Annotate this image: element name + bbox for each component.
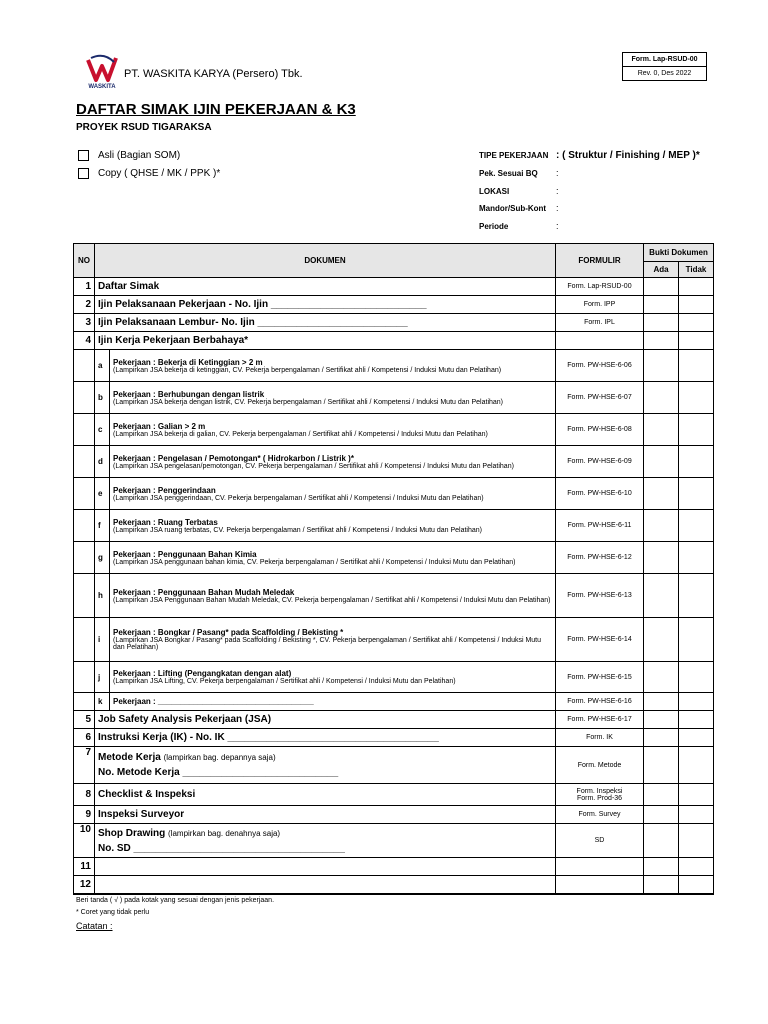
info-label: Mandor/Sub-Kont <box>479 204 547 213</box>
info-label: Pek. Sesuai BQ <box>479 169 538 178</box>
info-value: : <box>556 186 559 196</box>
sub-letter: c <box>95 414 110 446</box>
form-code-cell: Form. PW-HSE-6-06 <box>556 350 644 382</box>
project-name: PROYEK RSUD TIGARAKSA <box>76 122 212 133</box>
table-subrow <box>74 382 714 414</box>
table-row <box>74 296 714 314</box>
form-code-cell: Form. Lap-RSUD-00 <box>556 278 644 296</box>
row-number: 11 <box>74 858 95 876</box>
ada-checkbox-cell[interactable] <box>644 858 679 876</box>
document-name: Job Safety Analysis Pekerjaan (JSA) <box>95 711 556 729</box>
sub-description: (Lampirkan JSA penggunaan bahan kimia, CV. Pekerja berpengalaman / Sertifikat ahli / Kompetensi / Induksi Mutu dan Pelatihan) <box>113 558 516 566</box>
ada-checkbox-cell[interactable] <box>644 729 679 747</box>
form-code-cell: Form. PW-HSE-6-16 <box>556 693 644 711</box>
copy-option-original[interactable] <box>78 150 180 161</box>
sub-title: Pekerjaan : Galian > 2 m <box>113 421 206 431</box>
sub-letter: d <box>95 446 110 478</box>
ada-checkbox-cell[interactable] <box>644 278 679 296</box>
row-number: 1 <box>74 278 95 296</box>
sub-description: (Lampirkan JSA bekerja di ketinggian, CV. Pekerja berpengalaman / Sertifikat ahli / Kompetensi / Induksi Mutu dan Pelatihan) <box>113 366 502 374</box>
document-name: Ijin Pelaksanaan Lembur- No. Ijin ___________________________ <box>95 314 556 332</box>
ada-checkbox-cell[interactable] <box>644 542 679 574</box>
ada-checkbox-cell[interactable] <box>644 478 679 510</box>
tidak-checkbox-cell[interactable] <box>679 510 714 542</box>
form-code-cell <box>556 332 644 350</box>
form-code-cell: Form. PW-HSE-6-11 <box>556 510 644 542</box>
document-name: Checklist & Inspeksi <box>95 784 556 806</box>
sub-letter: j <box>95 662 110 693</box>
document-name: Shop Drawing <box>98 827 166 839</box>
info-label: LOKASI <box>479 187 510 196</box>
ada-checkbox-cell[interactable] <box>644 693 679 711</box>
sub-letter: b <box>95 382 110 414</box>
form-code-cell: Form. PW-HSE-6-13 <box>556 574 644 618</box>
tidak-checkbox-cell[interactable] <box>679 784 714 806</box>
info-value: : <box>556 168 559 178</box>
checkbox[interactable] <box>78 150 89 161</box>
tidak-checkbox-cell[interactable] <box>679 729 714 747</box>
sub-description: (Lampirkan JSA ruang terbatas, CV. Pekerja berpengalaman / Sertifikat ahli / Kompetensi / Induksi Mutu dan Pelatihan) <box>113 526 483 534</box>
table-subrow <box>74 542 714 574</box>
form-code-cell: Form. IK <box>556 729 644 747</box>
form-code-cell: Form. Inspeksi <box>576 787 623 795</box>
ada-checkbox-cell[interactable] <box>644 876 679 894</box>
row-number: 5 <box>74 711 95 729</box>
ada-checkbox-cell[interactable] <box>644 806 679 824</box>
sub-title: Pekerjaan : Berhubungan dengan listrik <box>113 389 265 399</box>
sub-title: Pekerjaan : Penggunaan Bahan Kimia <box>113 549 257 559</box>
form-code-box <box>622 52 707 81</box>
table-row <box>74 747 714 784</box>
table-subrow <box>74 693 714 711</box>
sub-letter: a <box>95 350 110 382</box>
sub-letter: i <box>95 618 110 662</box>
form-code-cell: Form. Prod-36 <box>576 794 623 802</box>
sub-title: Pekerjaan : Bongkar / Pasang* pada Scaffolding / Bekisting * <box>113 628 344 637</box>
tidak-checkbox-cell[interactable] <box>679 350 714 382</box>
document-name: Ijin Kerja Pekerjaan Berbahaya* <box>95 332 556 350</box>
table-subrow <box>74 662 714 693</box>
ada-checkbox-cell[interactable] <box>644 574 679 618</box>
document-name: Inspeksi Surveyor <box>95 806 556 824</box>
document-number-line: No. Metode Kerja ____________________________ <box>98 767 339 778</box>
ada-checkbox-cell[interactable] <box>644 711 679 729</box>
catatan-label: Catatan : <box>76 921 113 931</box>
sub-description: (Lampirkan JSA bekerja dengan listrik, CV. Pekerja berpengalaman / Sertifikat ahli / Kompetensi / Induksi Mutu dan Pelatihan) <box>113 398 504 406</box>
tidak-checkbox-cell[interactable] <box>679 296 714 314</box>
sub-description: (Lampirkan JSA Bongkar / Pasang* pada Scaffolding / Bekisting *, CV. Pekerja berpengalaman / Sertifikat ahli / Kompetensi / Induksi Mutu dan Pelatihan) <box>113 637 542 651</box>
document-number-line: No. SD ______________________________________ <box>98 842 345 854</box>
sub-description: (Lampirkan JSA bekerja di galian, CV. Pekerja berpengalaman / Sertifikat ahli / Kompetensi / Induksi Mutu dan Pelatihan) <box>113 430 488 438</box>
ada-checkbox-cell[interactable] <box>644 314 679 332</box>
ada-checkbox-cell[interactable] <box>644 662 679 693</box>
footnote-strike: * Coret yang tidak perlu <box>76 909 150 916</box>
tidak-checkbox-cell[interactable] <box>679 693 714 711</box>
footnote-checkmark: Beri tanda ( √ ) pada kotak yang sesuai dengan jenis pekerjaan. <box>76 897 275 904</box>
table-row <box>74 729 714 747</box>
tidak-checkbox-cell[interactable] <box>679 382 714 414</box>
info-label: TIPE PEKERJAAN <box>479 151 549 160</box>
row-number: 6 <box>74 729 95 747</box>
company-name: PT. WASKITA KARYA (Persero) Tbk. <box>124 68 303 80</box>
table-row <box>74 876 714 894</box>
form-code-cell: Form. IPL <box>556 314 644 332</box>
header-no: NO <box>74 244 95 278</box>
table-subrow <box>74 478 714 510</box>
ada-checkbox-cell[interactable] <box>644 382 679 414</box>
sub-letter: g <box>95 542 110 574</box>
ada-checkbox-cell[interactable] <box>644 510 679 542</box>
ada-checkbox-cell[interactable] <box>644 747 679 784</box>
sub-description: (Lampirkan JSA Lifting, CV. Pekerja berpengalaman / Sertifikat ahli / Kompetensi / Induksi Mutu dan Pelatihan) <box>113 678 456 685</box>
sub-title: Pekerjaan : ___________________________________ <box>110 693 556 711</box>
ada-checkbox-cell[interactable] <box>644 414 679 446</box>
table-row <box>74 314 714 332</box>
table-row <box>74 784 714 806</box>
tidak-checkbox-cell[interactable] <box>679 446 714 478</box>
sub-letter: h <box>95 574 110 618</box>
document-name: Instruksi Kerja (IK) - No. IK ______________________________________ <box>95 729 556 747</box>
info-value: : ( Struktur / Finishing / MEP )* <box>556 150 700 161</box>
ada-checkbox-cell[interactable] <box>644 446 679 478</box>
tidak-checkbox-cell[interactable] <box>679 662 714 693</box>
tidak-checkbox-cell[interactable] <box>679 876 714 894</box>
ada-checkbox-cell[interactable] <box>644 350 679 382</box>
row-number: 10 <box>74 824 95 858</box>
tidak-checkbox-cell[interactable] <box>679 314 714 332</box>
sub-description: (Lampirkan JSA Penggunaan Bahan Mudah Meledak, CV. Pekerja berpengalaman / Sertifikat ahli / Kompetensi / Induksi Mutu dan Pelatihan) <box>113 596 551 604</box>
sub-title: Pekerjaan : Penggunaan Bahan Mudah Meledak <box>113 587 295 597</box>
sub-description: (Lampirkan JSA penggerindaan, CV. Pekerja berpengalaman / Sertifikat ahli / Kompetensi / Induksi Mutu dan Pelatihan) <box>113 494 484 502</box>
sub-title: Pekerjaan : Pengelasan / Pemotongan* ( Hidrokarbon / Listrik )* <box>113 453 354 463</box>
logo-text: WASKITA <box>88 84 116 90</box>
document-name: Daftar Simak <box>95 278 556 296</box>
form-code-cell: Form. PW-HSE-6-07 <box>556 382 644 414</box>
info-value: : <box>556 203 559 213</box>
revision: Rev. 0, Des 2022 <box>637 70 692 77</box>
copy-option-label: Copy ( QHSE / MK / PPK )* <box>98 168 221 180</box>
table-row <box>74 824 714 858</box>
row-number: 9 <box>74 806 95 824</box>
info-value: : <box>556 221 559 231</box>
ada-checkbox-cell[interactable] <box>644 296 679 314</box>
row-number: 2 <box>74 296 95 314</box>
document-name: Ijin Pelaksanaan Pekerjaan - No. Ijin ____________________________ <box>95 296 556 314</box>
tidak-checkbox-cell[interactable] <box>679 278 714 296</box>
info-label: Periode <box>479 222 509 231</box>
document-title: DAFTAR SIMAK IJIN PEKERJAAN & K3 <box>76 101 356 118</box>
table-subrow <box>74 350 714 382</box>
sub-letter: e <box>95 478 110 510</box>
tidak-checkbox-cell[interactable] <box>679 574 714 618</box>
checklist-table <box>73 243 714 895</box>
document-note: (lampirkan bag. denahnya saja) <box>168 828 281 838</box>
form-code-cell: Form. PW-HSE-6-12 <box>556 542 644 574</box>
table-row <box>74 278 714 296</box>
table-subrow <box>74 574 714 618</box>
form-code-cell: Form. PW-HSE-6-09 <box>556 446 644 478</box>
tidak-checkbox-cell[interactable] <box>679 618 714 662</box>
tidak-checkbox-cell[interactable] <box>679 824 714 858</box>
header-dokumen: DOKUMEN <box>95 244 556 278</box>
tidak-checkbox-cell[interactable] <box>679 478 714 510</box>
sub-title: Pekerjaan : Lifting (Pengangkatan dengan alat) <box>113 669 292 678</box>
row-number: 4 <box>74 332 95 350</box>
table-row <box>74 332 714 350</box>
table-row <box>74 711 714 729</box>
table-subrow <box>74 618 714 662</box>
document-name: Metode Kerja <box>98 752 161 763</box>
tidak-checkbox-cell[interactable] <box>679 711 714 729</box>
form-code-cell: Form. Metode <box>556 747 644 784</box>
table-subrow <box>74 510 714 542</box>
ada-checkbox-cell[interactable] <box>644 618 679 662</box>
tidak-checkbox-cell[interactable] <box>679 542 714 574</box>
table-row <box>74 806 714 824</box>
form-code-cell: Form. PW-HSE-6-10 <box>556 478 644 510</box>
ada-checkbox-cell[interactable] <box>644 784 679 806</box>
sub-title: Pekerjaan : Penggerindaan <box>113 485 216 495</box>
tidak-checkbox-cell[interactable] <box>679 747 714 784</box>
form-code-cell: SD <box>556 824 644 858</box>
sub-title: Pekerjaan : Ruang Terbatas <box>113 517 218 527</box>
document-note: (lampirkan bag. depannya saja) <box>163 753 276 762</box>
form-code-cell: Form. PW-HSE-6-14 <box>556 618 644 662</box>
sub-letter: f <box>95 510 110 542</box>
table-subrow <box>74 446 714 478</box>
ada-checkbox-cell[interactable] <box>644 824 679 858</box>
copy-option-copy[interactable] <box>78 168 220 179</box>
header-bukti-dokumen: Bukti Dokumen <box>644 244 714 262</box>
form-code-cell: Form. PW-HSE-6-15 <box>556 662 644 693</box>
waskita-logo <box>82 54 122 90</box>
row-number: 12 <box>74 876 95 894</box>
table-row <box>74 858 714 876</box>
sub-title: Pekerjaan : Bekerja di Ketinggian > 2 m <box>113 357 263 367</box>
tidak-checkbox-cell[interactable] <box>679 858 714 876</box>
tidak-checkbox-cell[interactable] <box>679 414 714 446</box>
header-formulir: FORMULIR <box>556 244 644 278</box>
ada-checkbox-cell[interactable] <box>644 332 679 350</box>
sub-letter: k <box>95 693 110 711</box>
form-code-cell: Form. PW-HSE-6-08 <box>556 414 644 446</box>
tidak-checkbox-cell[interactable] <box>679 332 714 350</box>
row-number: 8 <box>74 784 95 806</box>
header-tidak: Tidak <box>679 262 714 278</box>
form-code-cell: Form. Survey <box>556 806 644 824</box>
form-code-cell: Form. PW-HSE-6-17 <box>556 711 644 729</box>
row-number: 3 <box>74 314 95 332</box>
form-code: Form. Lap-RSUD-00 <box>623 53 706 67</box>
row-number: 7 <box>74 747 95 784</box>
tidak-checkbox-cell[interactable] <box>679 806 714 824</box>
checkbox[interactable] <box>78 168 89 179</box>
table-subrow <box>74 414 714 446</box>
copy-option-label: Asli (Bagian SOM) <box>98 150 181 162</box>
form-code-cell: Form. IPP <box>556 296 644 314</box>
sub-description: (Lampirkan JSA pengelasan/pemotongan, CV. Pekerja berpengalaman / Sertifikat ahli / Kompetensi / Induksi Mutu dan Pelatihan) <box>113 462 514 470</box>
header-ada: Ada <box>644 262 679 278</box>
